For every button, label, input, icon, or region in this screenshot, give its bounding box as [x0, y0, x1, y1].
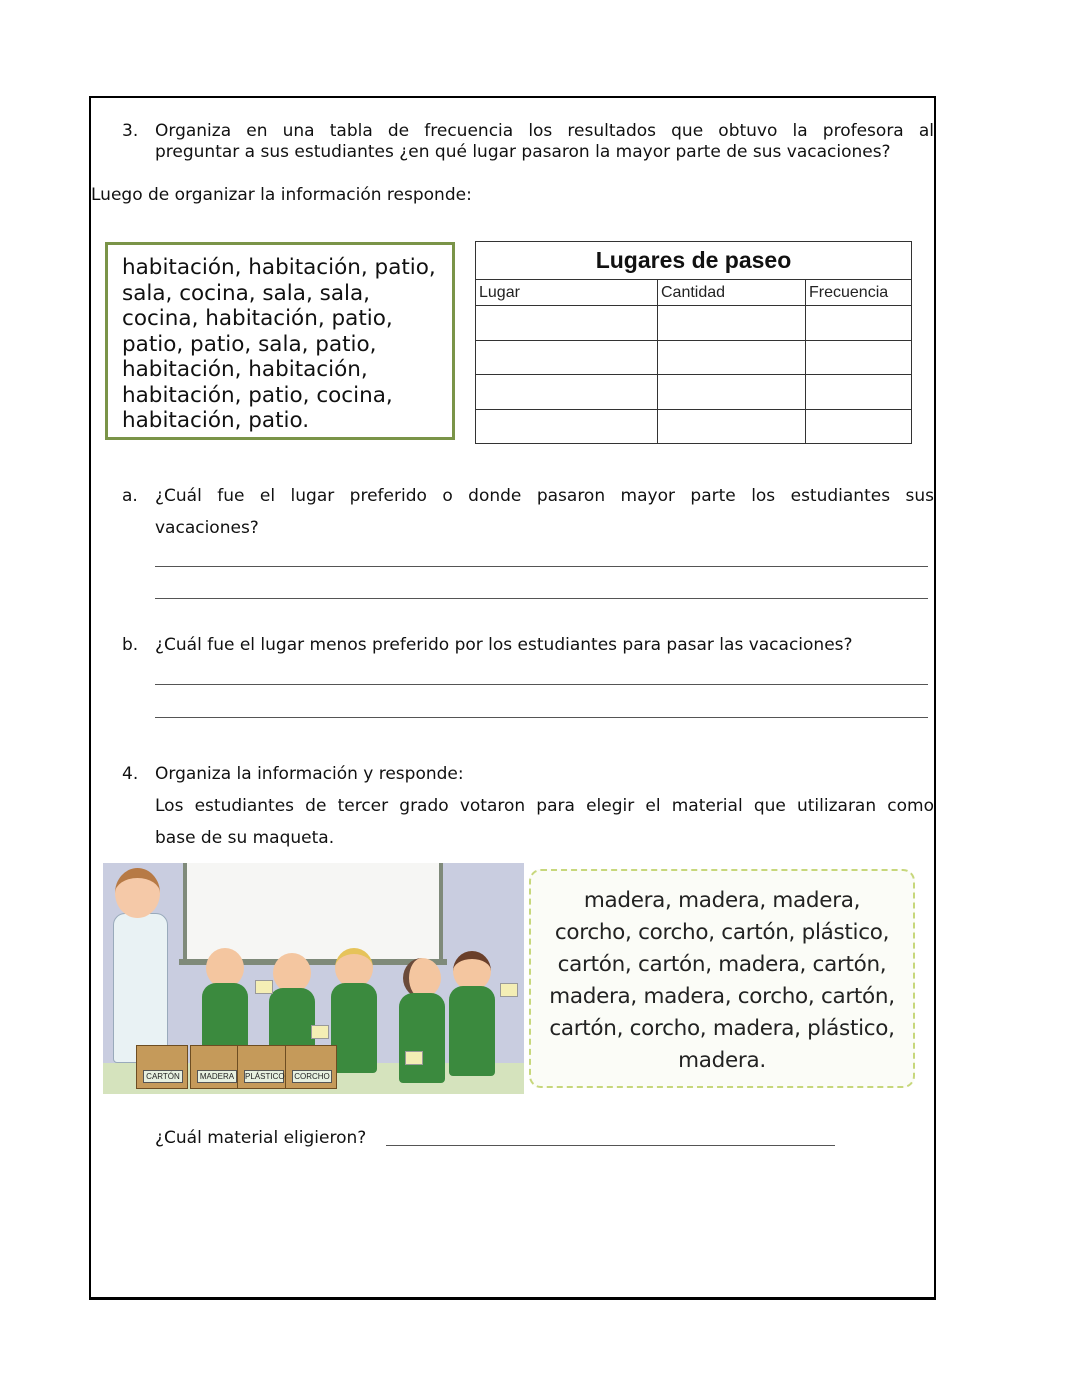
sub-question-a-label: a. — [122, 486, 138, 506]
sub-question-b-text: ¿Cuál fue el lugar menos preferido por los estudiantes para pasar las vacaciones? — [155, 635, 853, 655]
materials-data-line: madera. — [678, 1048, 766, 1073]
ballot-paper — [500, 983, 518, 997]
teacher-figure — [113, 913, 168, 1063]
table-cell-lugar[interactable] — [476, 306, 658, 341]
question-4-text-line2: base de su maqueta. — [155, 828, 335, 848]
table-cell-cantidad[interactable] — [658, 375, 806, 410]
places-data-box — [105, 242, 455, 440]
ballot-box-plastico — [237, 1045, 289, 1089]
ballot-paper — [405, 1051, 423, 1065]
table-row — [476, 375, 912, 410]
table-row — [476, 306, 912, 341]
sub-question-b-label: b. — [122, 635, 139, 655]
student-head — [206, 948, 244, 988]
student-head — [335, 948, 373, 988]
table-cell-lugar[interactable] — [476, 340, 658, 375]
student-figure — [399, 993, 445, 1083]
frequency-table — [475, 241, 912, 444]
classroom-voting-illustration — [103, 863, 524, 1094]
table-cell-cantidad[interactable] — [658, 409, 806, 444]
column-header-cantidad: Cantidad — [658, 280, 806, 306]
places-data-line: habitación, patio, cocina, — [122, 382, 393, 408]
ballot-paper — [311, 1025, 329, 1039]
sub-question-a-text-line2: vacaciones? — [155, 518, 259, 538]
places-data-line: habitación, habitación, — [122, 357, 368, 382]
ballot-box-label: CARTÓN — [143, 1070, 183, 1083]
materials-data-line: madera, madera, madera, — [583, 888, 861, 913]
table-row — [476, 409, 912, 444]
answer-line-b2[interactable] — [155, 717, 928, 718]
question-4-title: Organiza la información y responde: — [155, 764, 464, 784]
places-data-line: habitación, habitación, patio, — [122, 255, 436, 280]
places-data-line: habitación, patio. — [122, 408, 310, 433]
table-cell-frecuencia[interactable] — [806, 409, 912, 444]
materials-data-line: corcho, corcho, cartón, plástico, — [554, 920, 890, 945]
table-cell-cantidad[interactable] — [658, 306, 806, 341]
ballot-box-madera — [190, 1045, 242, 1089]
table-cell-lugar[interactable] — [476, 409, 658, 444]
table-cell-frecuencia[interactable] — [806, 375, 912, 410]
places-data-line: patio, patio, sala, patio, — [122, 331, 377, 357]
ballot-paper — [255, 980, 273, 994]
table-cell-cantidad[interactable] — [658, 340, 806, 375]
answer-line-a2[interactable] — [155, 598, 928, 599]
places-data-line: sala, cocina, sala, sala, — [122, 280, 370, 306]
sub-question-a-text-line1: ¿Cuál fue el lugar preferido o donde pasaron mayor parte los estudiantes sus — [155, 486, 934, 506]
column-header-frecuencia: Frecuencia — [806, 280, 912, 306]
table-cell-frecuencia[interactable] — [806, 306, 912, 341]
places-data-line: cocina, habitación, patio, — [122, 306, 393, 331]
materials-data-line: madera, madera, corcho, cartón, — [549, 984, 895, 1009]
question-3-instruction: Luego de organizar la información responde: — [91, 185, 472, 205]
question-4-prompt: ¿Cuál material eligieron? — [155, 1128, 367, 1148]
ballot-box-label: CORCHO — [292, 1070, 332, 1083]
question-3-number: 3. — [122, 121, 139, 141]
column-header-lugar: Lugar — [476, 280, 658, 306]
question-4-text-line1: Los estudiantes de tercer grado votaron para elegir el material que utilizaran como — [155, 796, 934, 816]
ballot-box-label: PLÁSTICO — [245, 1072, 285, 1081]
table-row — [476, 340, 912, 375]
student-head — [403, 958, 441, 998]
table-cell-frecuencia[interactable] — [806, 340, 912, 375]
student-figure — [331, 983, 377, 1073]
question-3-text-line1: Organiza en una tabla de frecuencia los resultados que obtuvo la profesora al — [155, 121, 934, 141]
ballot-box-label: MADERA — [197, 1070, 237, 1083]
frequency-table-title: Lugares de paseo — [476, 242, 912, 280]
answer-line-material[interactable] — [386, 1145, 835, 1146]
student-head — [273, 953, 311, 993]
materials-data-line: cartón, cartón, madera, cartón, — [557, 952, 887, 977]
materials-data-box — [529, 869, 915, 1088]
answer-line-a1[interactable] — [155, 566, 928, 567]
ballot-box-corcho — [285, 1045, 337, 1089]
question-3-text-line2: preguntar a sus estudiantes ¿en qué lugar pasaron la mayor parte de sus vacaciones? — [155, 142, 891, 162]
materials-data-line: cartón, corcho, madera, plástico, — [549, 1016, 895, 1041]
teacher-head — [115, 868, 160, 918]
answer-line-b1[interactable] — [155, 684, 928, 685]
student-figure — [449, 986, 495, 1076]
student-head — [453, 951, 491, 991]
question-4-number: 4. — [122, 764, 139, 784]
ballot-box-carton — [136, 1045, 188, 1089]
table-cell-lugar[interactable] — [476, 375, 658, 410]
